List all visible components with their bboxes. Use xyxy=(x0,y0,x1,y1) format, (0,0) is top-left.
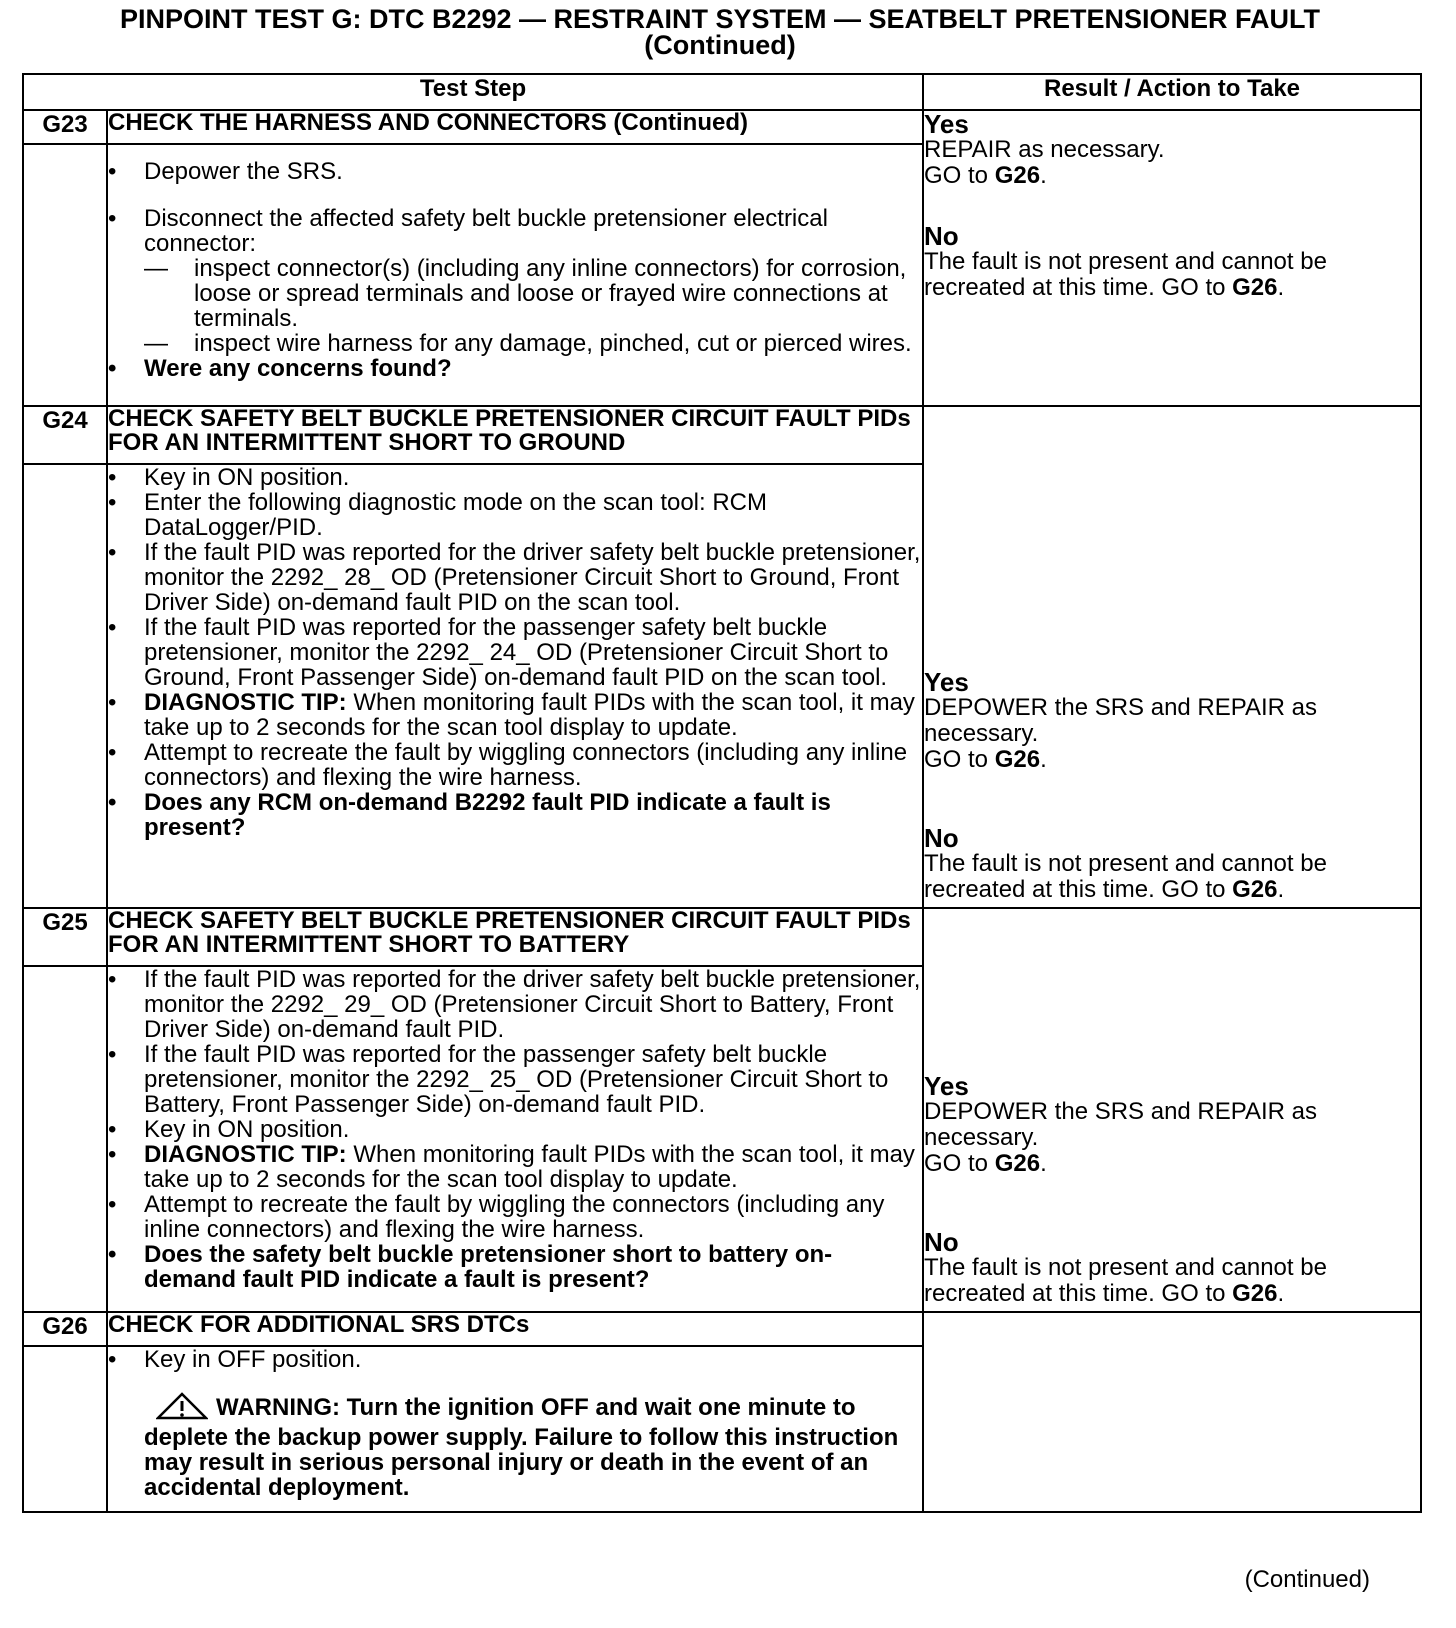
yes-go: GO to xyxy=(924,1150,989,1177)
step-id: G24 xyxy=(23,406,107,464)
step-question: • Were any concerns found? xyxy=(108,356,922,381)
yes-text: REPAIR as necessary. xyxy=(924,136,1165,163)
step-body xyxy=(107,1346,923,1512)
list-item: • If the fault PID was reported for the passenger safety belt buckle pretensioner, monitor the 2292_ 24_ OD (Pretensioner Circuit Short to Ground, Front Passenger Side) on-demand fault PID on the scan tool. xyxy=(108,615,922,690)
warning-triangle-icon xyxy=(156,1392,208,1425)
table-header-row xyxy=(23,74,1421,110)
list-item: • Key in ON position. xyxy=(108,465,922,490)
step-g25-result xyxy=(923,908,1421,1312)
list-item: • If the fault PID was reported for the driver safety belt buckle pretensioner, monitor the 2292_ 28_ OD (Pretensioner Circuit Short to Ground, Front Driver Side) on-demand fault PID on the scan tool. xyxy=(108,540,922,615)
no-label: No xyxy=(924,823,959,853)
result-yes: Yes DEPOWER the SRS and REPAIR as necessary. GO to G26. xyxy=(924,1073,1420,1177)
step-g25-title-row xyxy=(23,908,1421,966)
step-g26-title-row xyxy=(23,1312,1421,1346)
step-question: • Does the safety belt buckle pretensioner short to battery on-demand fault PID indicate a fault is present? xyxy=(108,1242,922,1292)
result-no: No The fault is not present and cannot be recreated at this time. GO to G26. xyxy=(924,223,1420,301)
list-item: • Key in OFF position. xyxy=(108,1347,922,1372)
result-yes: Yes DEPOWER the SRS and REPAIR as necessary. GO to G26. xyxy=(924,669,1420,773)
list-item: • Disconnect the affected safety belt buckle pretensioner electrical connector: — inspect connector(s) (including any inline connectors) for corrosion, loose or spread terminals and loose or frayed wire connections at terminals. — inspect wire harness for any damage, pinched, cut or pierced wires. xyxy=(108,206,922,356)
list-item: — inspect wire harness for any damage, pinched, cut or pierced wires. xyxy=(144,331,922,356)
header-test-step: Test Step xyxy=(23,74,923,110)
no-text: The fault is not present and cannot be recreated at this time. GO to xyxy=(924,248,1327,301)
step-g23-title-row xyxy=(23,110,1421,144)
step-body xyxy=(107,464,923,908)
no-ref: G26 xyxy=(1232,274,1278,301)
yes-text: DEPOWER the SRS and REPAIR as necessary. xyxy=(924,694,1318,747)
no-label: No xyxy=(924,1227,959,1257)
list-item: • If the fault PID was reported for the driver safety belt buckle pretensioner, monitor the 2292_ 29_ OD (Pretensioner Circuit Short to Battery, Front Driver Side) on-demand fault PID. xyxy=(108,967,922,1042)
yes-go: GO to xyxy=(924,746,989,773)
list-item: — inspect connector(s) (including any inline connectors) for corrosion, loose or spread terminals and loose or frayed wire connections at terminals. xyxy=(144,256,922,331)
yes-label: Yes xyxy=(924,1071,969,1101)
no-ref: G26 xyxy=(1232,1280,1278,1307)
no-label: No xyxy=(924,221,959,251)
step-id: G23 xyxy=(23,110,107,144)
step-title: CHECK SAFETY BELT BUCKLE PRETENSIONER CIRCUIT FAULT PIDs FOR AN INTERMITTENT SHORT TO GROUND xyxy=(107,406,923,464)
title-line-1: PINPOINT TEST G: DTC B2292 — RESTRAINT SYSTEM — SEATBELT PRETENSIONER FAULT xyxy=(119,4,1321,34)
result-yes: Yes REPAIR as necessary. GO to G26. xyxy=(924,111,1420,189)
header-result: Result / Action to Take xyxy=(923,74,1421,110)
step-title: CHECK THE HARNESS AND CONNECTORS (Continued) xyxy=(107,110,923,144)
no-ref: G26 xyxy=(1232,876,1278,903)
list-item: • Depower the SRS. xyxy=(108,159,922,184)
step-title: CHECK FOR ADDITIONAL SRS DTCs xyxy=(107,1312,923,1346)
list-item: • Attempt to recreate the fault by wiggling connectors (including any inline connectors) and flexing the wire harness. xyxy=(108,740,922,790)
yes-go-ref: G26 xyxy=(994,1150,1041,1177)
yes-text: DEPOWER the SRS and REPAIR as necessary. xyxy=(924,1098,1318,1151)
step-g23-result xyxy=(923,110,1421,406)
list-item: • Attempt to recreate the fault by wiggling the connectors (including any inline connectors) and flexing the wire harness. xyxy=(108,1192,922,1242)
yes-go-ref: G26 xyxy=(994,162,1041,189)
no-text: The fault is not present and cannot be recreated at this time. GO to xyxy=(924,1254,1327,1307)
yes-go-ref: G26 xyxy=(994,746,1041,773)
warning-block xyxy=(108,1392,922,1500)
list-item: • DIAGNOSTIC TIP: When monitoring fault PIDs with the scan tool, it may take up to 2 seconds for the scan tool display to update. xyxy=(108,690,922,740)
yes-label: Yes xyxy=(924,109,969,139)
no-text: The fault is not present and cannot be recreated at this time. GO to xyxy=(924,850,1327,903)
step-id: G26 xyxy=(23,1312,107,1346)
step-g24-title-row xyxy=(23,406,1421,464)
step-question: • Does any RCM on-demand B2292 fault PID indicate a fault is present? xyxy=(108,790,922,840)
list-item: • If the fault PID was reported for the passenger safety belt buckle pretensioner, monitor the 2292_ 25_ OD (Pretensioner Circuit Short to Battery, Front Passenger Side) on-demand fault PID. xyxy=(108,1042,922,1117)
step-body xyxy=(107,144,923,406)
list-item: • DIAGNOSTIC TIP: When monitoring fault PIDs with the scan tool, it may take up to 2 seconds for the scan tool display to update. xyxy=(108,1142,922,1192)
list-item: • Enter the following diagnostic mode on the scan tool: RCM DataLogger/PID. xyxy=(108,490,922,540)
list-item: • Key in ON position. xyxy=(108,1117,922,1142)
result-no: No The fault is not present and cannot be recreated at this time. GO to G26. xyxy=(924,825,1420,903)
step-title: CHECK SAFETY BELT BUCKLE PRETENSIONER CIRCUIT FAULT PIDs FOR AN INTERMITTENT SHORT TO BATTERY xyxy=(107,908,923,966)
yes-go: GO to xyxy=(924,162,989,189)
pinpoint-test-table xyxy=(22,73,1422,1513)
warning-text: WARNING: Turn the ignition OFF and wait one minute to deplete the backup power supply. Failure to follow this instruction may result in serious personal injury or death in the event of an accidental deployment. xyxy=(144,1393,899,1501)
result-no: No The fault is not present and cannot be recreated at this time. GO to G26. xyxy=(924,1229,1420,1307)
continued-footer: (Continued) xyxy=(1244,1566,1370,1593)
step-id: G25 xyxy=(23,908,107,966)
title-line-2: (Continued) xyxy=(644,30,796,60)
step-g24-result xyxy=(923,406,1421,908)
step-body xyxy=(107,966,923,1312)
step-g26-result xyxy=(923,1312,1421,1512)
page-title xyxy=(0,6,1440,58)
yes-label: Yes xyxy=(924,667,969,697)
